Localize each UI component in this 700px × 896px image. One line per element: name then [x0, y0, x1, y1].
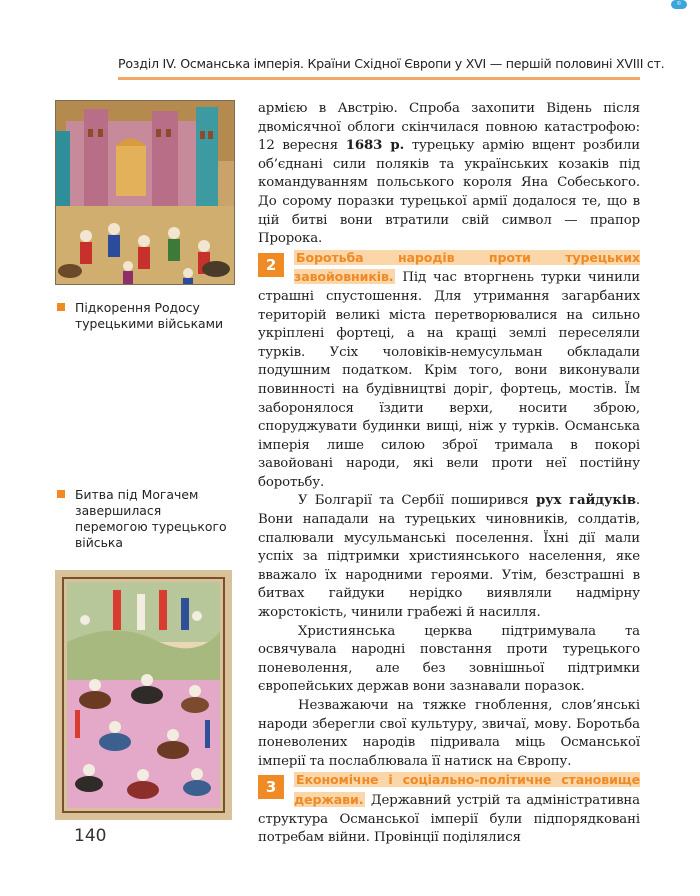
paragraph-haiduks: У Болгарії та Сербії поширився рух гайдуків. Вони нападали на турецьких чиновників, солдатів, спалювали мусульманські поселення. Їхні дії мали успіх за підтримки християнського населення, яке вважало їх народними героями. Утім, безстрашні в битвах гайдуки нерідко виявляли надмірну жорстокість, чинили грабежі й насилля. — [258, 493, 640, 621]
mohacs-miniature-image — [55, 570, 232, 820]
rhodes-miniature-image — [55, 100, 235, 285]
paragraph-church: Християнська церква підтримувала та освячувала народні повстання проти турецького поневолення, але без зовнішньої підтримки європейських держав вони зазнавали поразок. — [258, 623, 640, 695]
main-body-text — [258, 100, 640, 848]
section-number-3: 3 — [258, 775, 284, 799]
header-rule — [118, 77, 640, 80]
paragraph-culture: Незважаючи на тяжке гноблення, слов’янські народи зберегли свої культуру, звичаї, мову. Боротьба поневолених народів підривала міць Османської імперії та послаблювала її натиск на Європу. — [258, 698, 640, 769]
section-3: 3 Економічне і соціально-політичне становище держави. Державний устрій та адміністративна структура Османської імперії були підпорядковані потребам війни. Провінції поділялися — [258, 772, 640, 846]
section-2: 2 Боротьба народів проти турецьких завойовників. Під час вторгнень турки чинили страшні спустошення. Для утримання загарбаних територій великі міста перетворювалися на сильно укріплені фортеці, а на кращі землі переселяли турків. Усіх чоловіків-немусульман обкладали подушним податком. Крім того, вони виконували повинності на будівництві доріг, фортець, мостів. Їм заборонялося їздити верхи, носити зброю, споруджувати будинки вищі, ніж у турків. Османська імперія лише силою зброї тримала в покорі завойовані народи, які вели проти неї постійну боротьбу. — [258, 249, 640, 490]
corner-logo-mark: © — [671, 0, 687, 9]
section-title-3: Економічне і соціально-політичне становище держави. — [294, 772, 640, 807]
term-haiduk-movement: рух гайдуків — [535, 493, 636, 509]
section-number-2: 2 — [258, 253, 284, 277]
paragraph-vienna: армією в Австрію. Спроба захопити Відень після двомісячної облоги скінчилася повною катастрофою: 12 вересня 1683 р. турецьку армію вщент розбили об’єднані сили поляків та українських козаків під командуванням польського короля Яна Собеського. До сорому поразки турецької армії додалося те, що в цій битві вони втратили свій символ — прапор Пророка. — [258, 101, 640, 247]
page-number: 140 — [74, 826, 107, 846]
figure-caption-mohacs: Битва під Могачем завершилася перемогою турецького війська — [75, 487, 235, 551]
date-highlight: 1683 р. — [345, 138, 405, 154]
section-title-2: Боротьба народів проти турецьких завойовників. — [294, 249, 640, 285]
running-header: Розділ IV. Османська імперія. Країни Східної Європи у XVI — першій половині XVIII ст. — [118, 56, 665, 71]
figure-caption-rhodes: Підкорення Родосу турецькими військами — [75, 300, 235, 332]
